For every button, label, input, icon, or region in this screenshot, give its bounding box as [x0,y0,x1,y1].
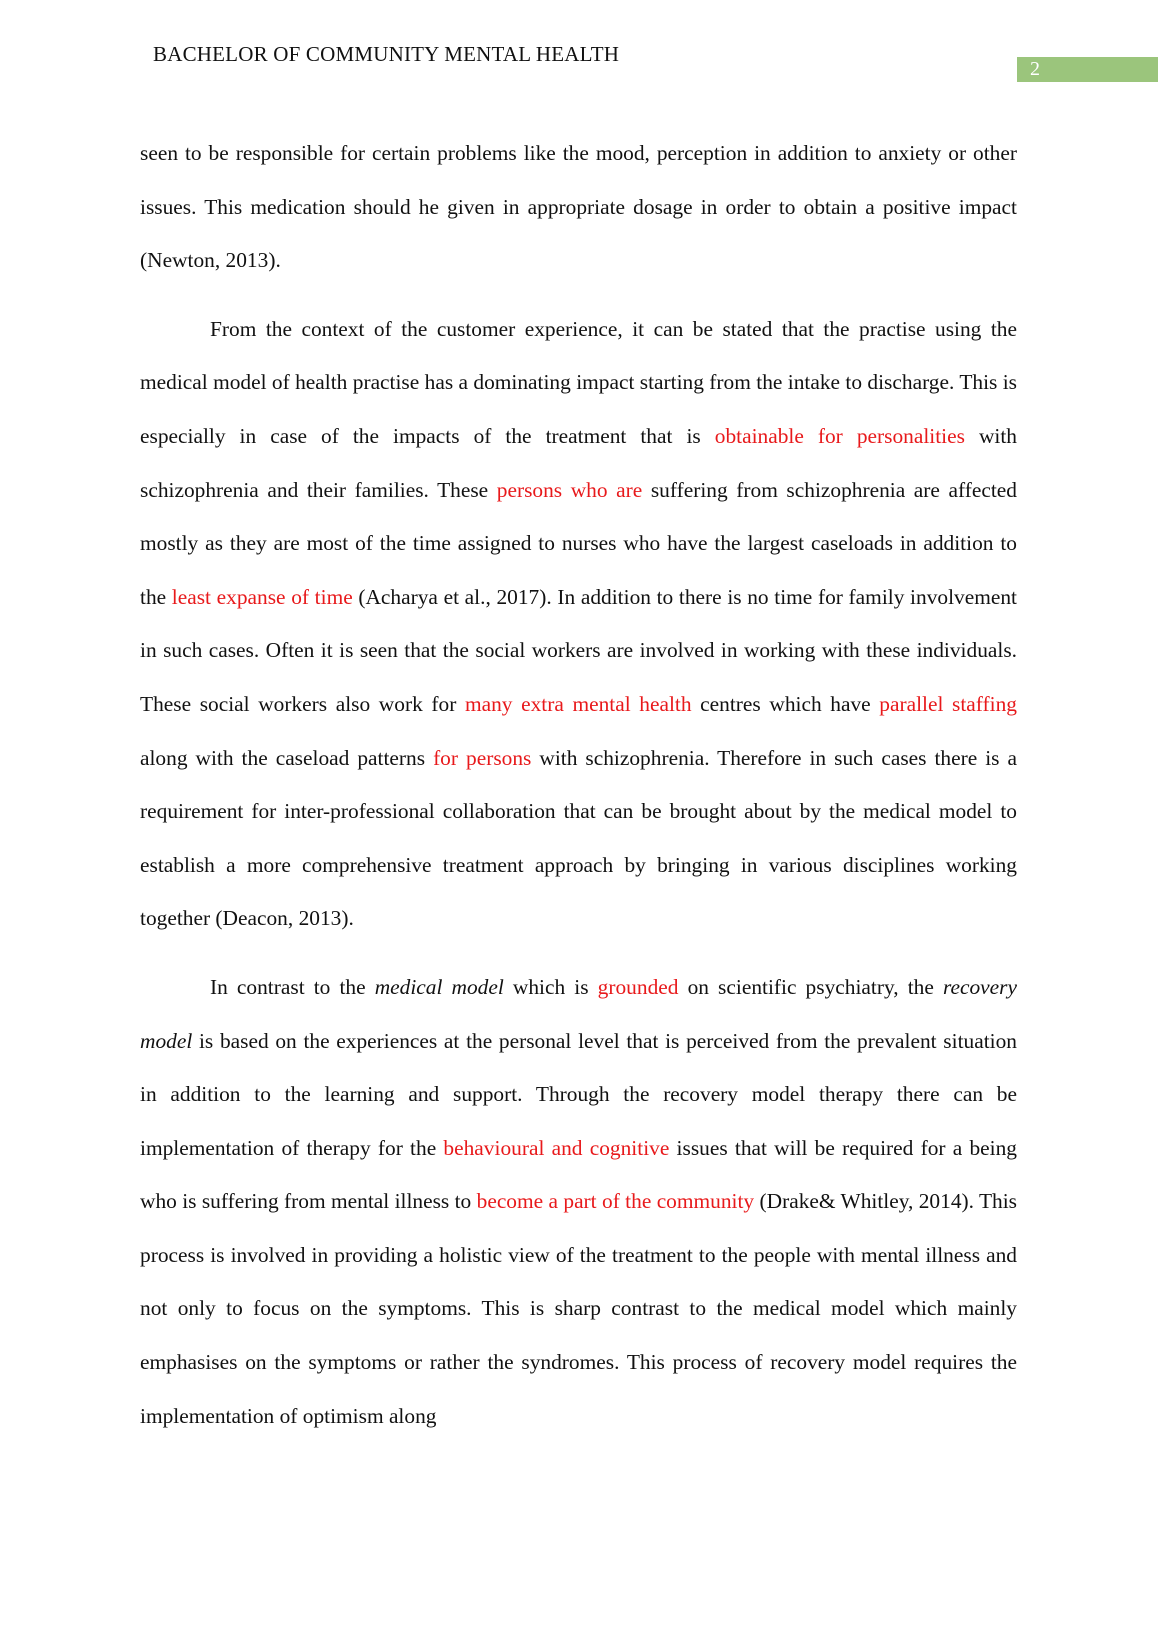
highlighted-phrase: become a part of the community [476,1189,755,1214]
text-run: with schizophrenia and their families. These [140,423,1018,502]
highlighted-phrase: grounded [597,974,679,999]
text-run: seen to be responsible for certain problems like the mood, perception in addition to anxiety or other issues. This medication should he given in appropriate dosage in order to obtain a positive impact (Newton, 2013). [140,141,1017,273]
text-run: (Acharya et al., 2017). In addition to there is no time for family involvement in such cases. Often it is seen that the social workers are involved in working with these individuals. These social workers also work for [140,584,1017,716]
highlighted-phrase: persons who are [496,477,643,502]
paragraph-3 [140,961,1017,1443]
text-run: along with the caseload patterns [140,745,434,770]
text-run: issues that will be required for a being who is suffering from mental illness to [140,1135,1017,1214]
paragraph-1 [140,127,1017,288]
text-run: on scientific psychiatry, the [678,974,943,999]
highlighted-phrase: for persons [433,745,532,770]
highlighted-phrase: least expanse of time [171,584,353,609]
highlighted-phrase: many extra mental health [464,691,692,716]
text-run: with schizophrenia. Therefore in such cases there is a requirement for inter-professional collaboration that can be brought about by the medical model to establish a more comprehensive treatment approach by bringing in various disciplines working together (Deacon, 2013). [140,745,1017,931]
text-run: (Drake& Whitley, 2014). This process is involved in providing a holistic view of the treatment to the people with mental illness and not only to focus on the symptoms. This is sharp contrast to the medical model which mainly emphasises on the symptoms or rather the syndromes. This process of recovery model requires the implementation of optimism along [140,1189,1018,1428]
text-run: which is [503,974,598,999]
page-number-badge: 2 [1017,57,1158,82]
text-run: In contrast to the [210,974,375,999]
document-body [140,127,1017,1443]
italic-term: recovery model [140,974,1017,1053]
paragraph-2 [140,303,1017,946]
running-header-title: BACHELOR OF COMMUNITY MENTAL HEALTH [153,42,620,66]
italic-term: medical model [374,974,504,999]
text-run: centres which have [691,691,880,716]
text-run: suffering from schizophrenia are affected mostly as they are most of the time assigned to nurses who have the largest caseloads in addition to the [140,477,1017,609]
text-run: From the context of the customer experience, it can be stated that the practise using the medical model of health practise has a dominating impact starting from the intake to discharge. This is especially in case of the impacts of the treatment that is [140,316,1017,448]
text-run: is based on the experiences at the personal level that is perceived from the prevalent situation in addition to the learning and support. Through the recovery model therapy there can be implementation of therapy for the [140,1028,1017,1160]
highlighted-phrase: parallel staffing [879,691,1017,716]
highlighted-phrase: behavioural and cognitive [443,1135,670,1160]
highlighted-phrase: obtainable for personalities [714,423,965,448]
